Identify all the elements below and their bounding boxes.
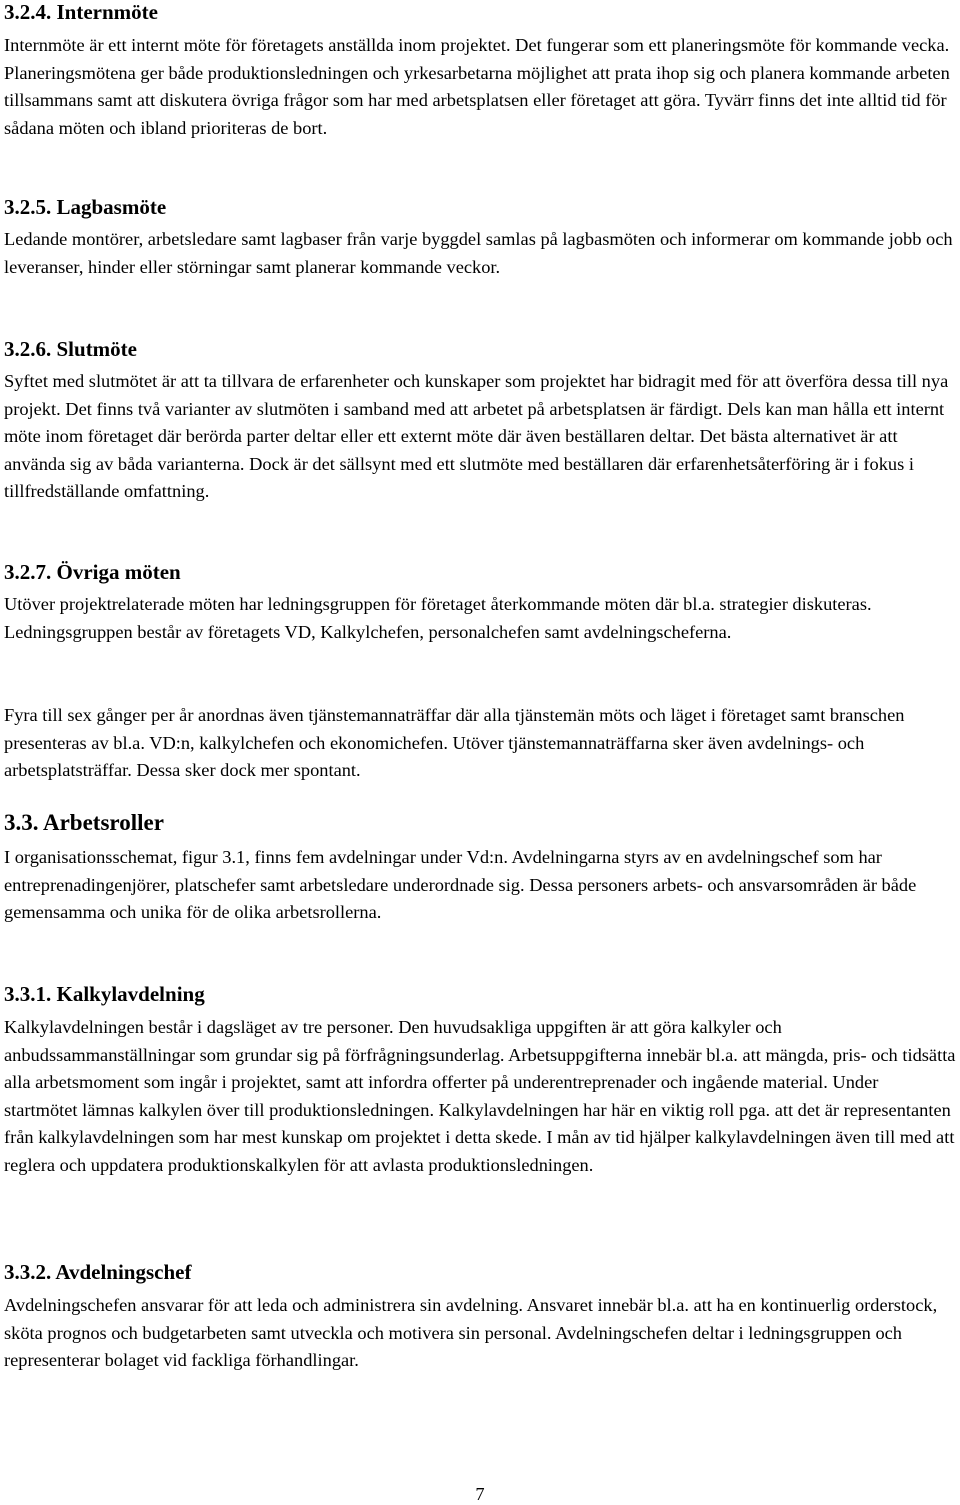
paragraph-internmote: Internmöte är ett internt möte för företagets anställda inom projektet. Det fungerar som ett planeringsmöte för kommande vecka. Planeringsmötena ger både produktionsledningen och yrkesarbetarna möjlighet att prata ihop sig och planera kommande arbeten tillsammans samt att diskutera övriga frågor som har med arbetsplatsen eller företaget att göra. Tyvärr finns det inte alltid tid för sådana möten och ibland prioriteras de bort. [4, 35, 950, 138]
paragraph-avdelningschef: Avdelningschefen ansvarar för att leda och administrera sin avdelning. Ansvaret innebär bl.a. att ha en kontinuerlig orderstock, sköta prognos och budgetarbeten samt utveckla och motivera sin personal. Avdelningschefen deltar i ledningsgruppen och representerar bolaget vid fackliga förhandlingar. [4, 1295, 938, 1371]
paragraph-ovriga-moten-2: Fyra till sex gånger per år anordnas även tjänstemannaträffar där alla tjänstemän möts och läget i företaget samt branschen presenteras av bl.a. VD:n, kalkylchefen och ekonomichefen. Utöver tjänstemannaträffarna sker även avdelnings- och arbetsplatsträffar. Dessa sker dock mer spontant. [4, 705, 905, 781]
heading-lagbasmote: 3.2.5. Lagbasmöte [4, 195, 167, 219]
heading-arbetsroller: 3.3. Arbetsroller [4, 810, 164, 835]
paragraph-arbetsroller: I organisationsschemat, figur 3.1, finns fem avdelningar under Vd:n. Avdelningarna styrs av en avdelningschef som har entreprenadingenjörer, platschefer samt arbetsledare underordnade sig. Dessa personers arbets- och ansvarsområden är både gemensamma och unika för de olika arbetsrollerna. [4, 847, 917, 923]
paragraph-kalkylavdelning: Kalkylavdelningen består i dagsläget av tre personer. Den huvudsakliga uppgiften är att göra kalkyler och anbudssammanställningar som grundar sig på förfrågningsunderlag. Arbetsuppgifterna innebär bl.a. att mängda, pris- och tidsätta alla arbetsmoment som ingår i projektet, samt att infordra offerter på underentreprenader och ingående material. Under startmötet lämnas kalkylen över till produktionsledningen. Kalkylavdelningen har här en viktig roll pga. att det är representanten från kalkylavdelningen som har mest kunskap om projektet i detta skede. I mån av tid hjälper kalkylavdelningen även till med att reglera och uppdatera produktionskalkylen för att avlasta produktionsledningen. [4, 1017, 956, 1175]
page-number: 7 [475, 1484, 485, 1504]
heading-slutmote: 3.2.6. Slutmöte [4, 337, 137, 361]
paragraph-slutmote: Syftet med slutmötet är att ta tillvara de erfarenheter och kunskaper som projektet har bidragit med för att överföra dessa till nya projekt. Det finns två varianter av slutmöten i samband med att arbetet på arbetsplatsen är färdigt. Dels kan man hålla ett internt möte inom företaget där berörda parter deltar eller ett externt möte där även beställaren deltar. Det bästa alternativet är att använda sig av båda varianterna. Dock är det sällsynt med ett slutmöte med beställaren där erfarenhetsåterföring är i fokus i tillfredställande omfattning. [4, 371, 949, 502]
heading-internmote: 3.2.4. Internmöte [4, 0, 158, 24]
heading-avdelningschef: 3.3.2. Avdelningschef [4, 1260, 192, 1284]
paragraph-lagbasmote: Ledande montörer, arbetsledare samt lagbaser från varje byggdel samlas på lagbasmöten och informerar om kommande jobb och leveranser, hinder eller störningar samt planerar kommande veckor. [4, 229, 953, 277]
heading-ovriga-moten: 3.2.7. Övriga möten [4, 560, 181, 584]
heading-kalkylavdelning: 3.3.1. Kalkylavdelning [4, 982, 205, 1006]
paragraph-ovriga-moten-1: Utöver projektrelaterade möten har ledningsgruppen för företaget återkommande möten där bl.a. strategier diskuteras. Ledningsgruppen består av företagets VD, Kalkylchefen, personalchefen samt avdelningscheferna. [4, 594, 872, 642]
